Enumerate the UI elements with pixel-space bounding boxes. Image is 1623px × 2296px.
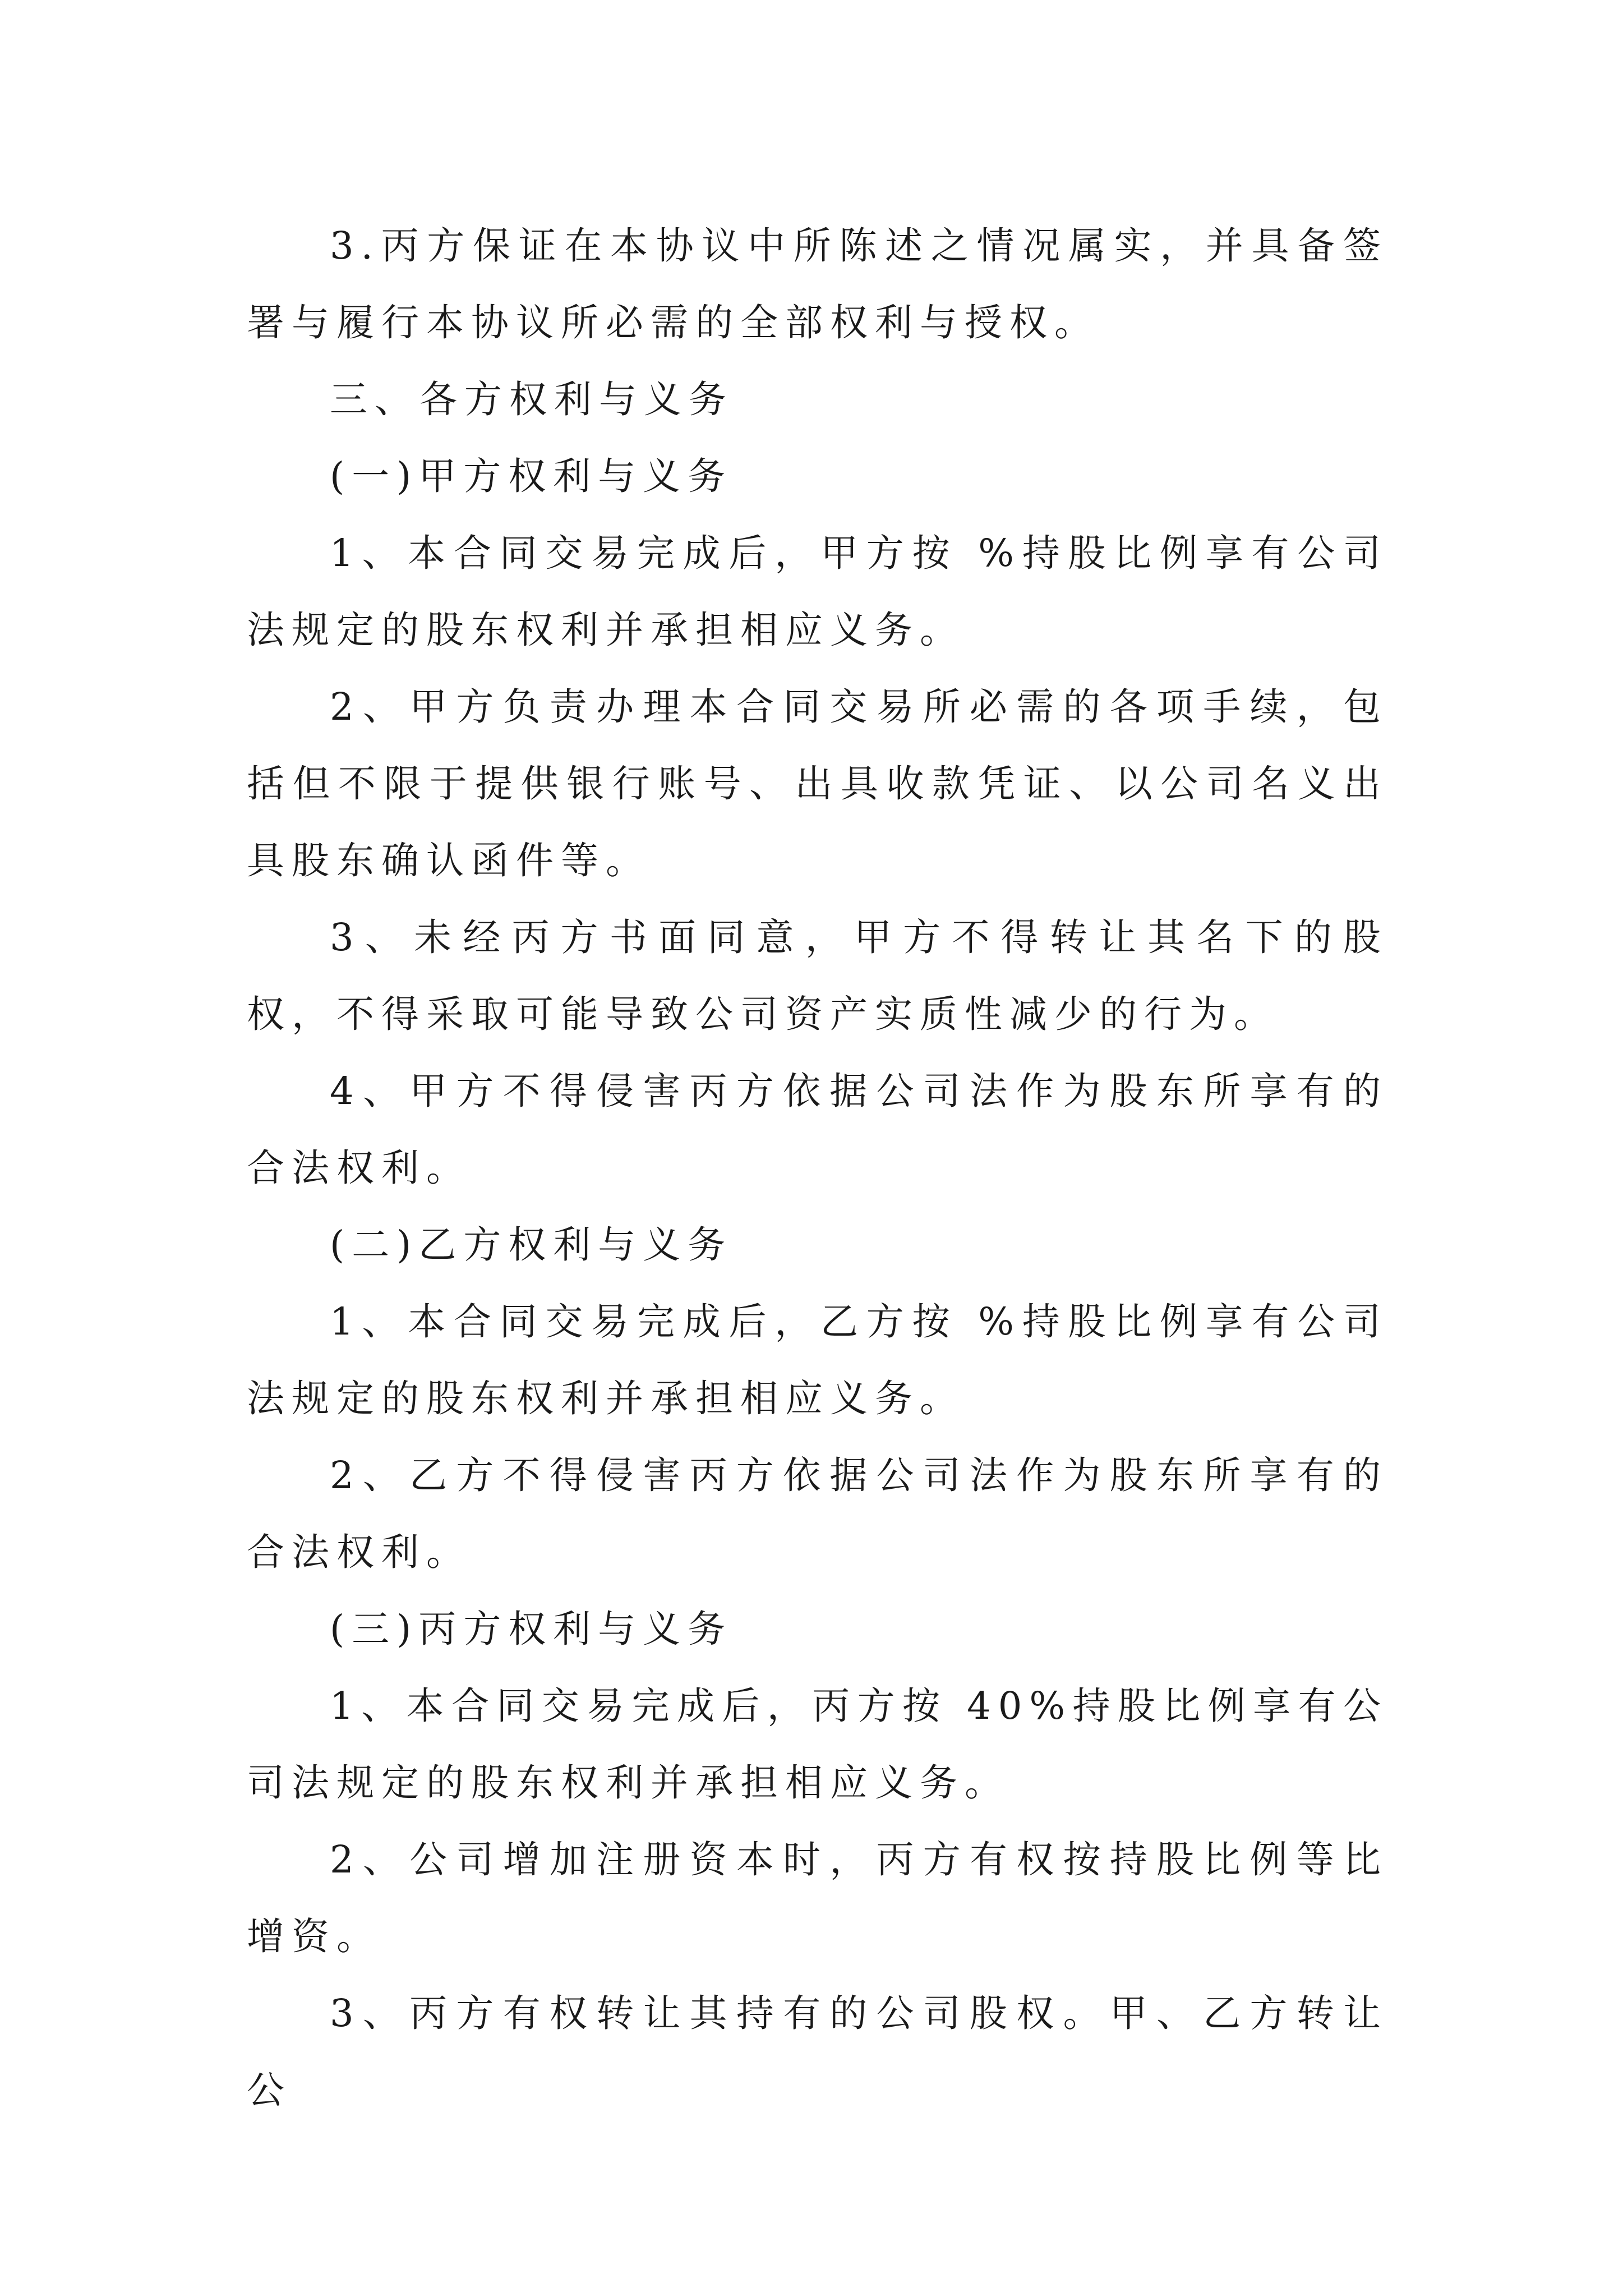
paragraph-party-c-item-1: 1、本合同交易完成后，丙方按 40%持股比例享有公司法规定的股东权利并承担相应义务。 <box>247 1684 1388 1805</box>
paragraph-party-c-warranty: 3.丙方保证在本协议中所陈述之情况属实，并具备签署与履行本协议所必需的全部权利与授权。 <box>247 224 1388 344</box>
subsection-heading-party-c: (三)丙方权利与义务 <box>330 1607 733 1651</box>
section-heading-rights-obligations: 三、各方权利与义务 <box>330 378 734 421</box>
paragraph-party-a-item-1: 1、本合同交易完成后，甲方按 %持股比例享有公司法规定的股东权利并承担相应义务。 <box>247 531 1388 652</box>
paragraph-party-a-item-3: 3、未经丙方书面同意，甲方不得转让其名下的股权，不得采取可能导致公司资产实质性减少的行为。 <box>247 915 1388 1036</box>
document-body <box>247 208 1388 2129</box>
paragraph-party-b-item-2: 2、乙方不得侵害丙方依据公司法作为股东所享有的合法权利。 <box>247 1453 1388 1574</box>
paragraph-party-a-item-2: 2、甲方负责办理本合同交易所必需的各项手续，包括但不限于提供银行账号、出具收款凭证、以公司名义出具股东确认函件等。 <box>247 685 1388 882</box>
paragraph-party-a-item-4: 4、甲方不得侵害丙方依据公司法作为股东所享有的合法权利。 <box>247 1069 1388 1190</box>
paragraph-party-c-item-2: 2、公司增加注册资本时，丙方有权按持股比例等比增资。 <box>247 1838 1388 1958</box>
paragraph-party-c-item-3: 3、丙方有权转让其持有的公司股权。甲、乙方转让公 <box>247 1991 1388 2112</box>
paragraph-party-b-item-1: 1、本合同交易完成后，乙方按 %持股比例享有公司法规定的股东权利并承担相应义务。 <box>247 1300 1388 1420</box>
subsection-heading-party-a: (一)甲方权利与义务 <box>330 454 733 498</box>
subsection-heading-party-b: (二)乙方权利与义务 <box>330 1223 733 1267</box>
